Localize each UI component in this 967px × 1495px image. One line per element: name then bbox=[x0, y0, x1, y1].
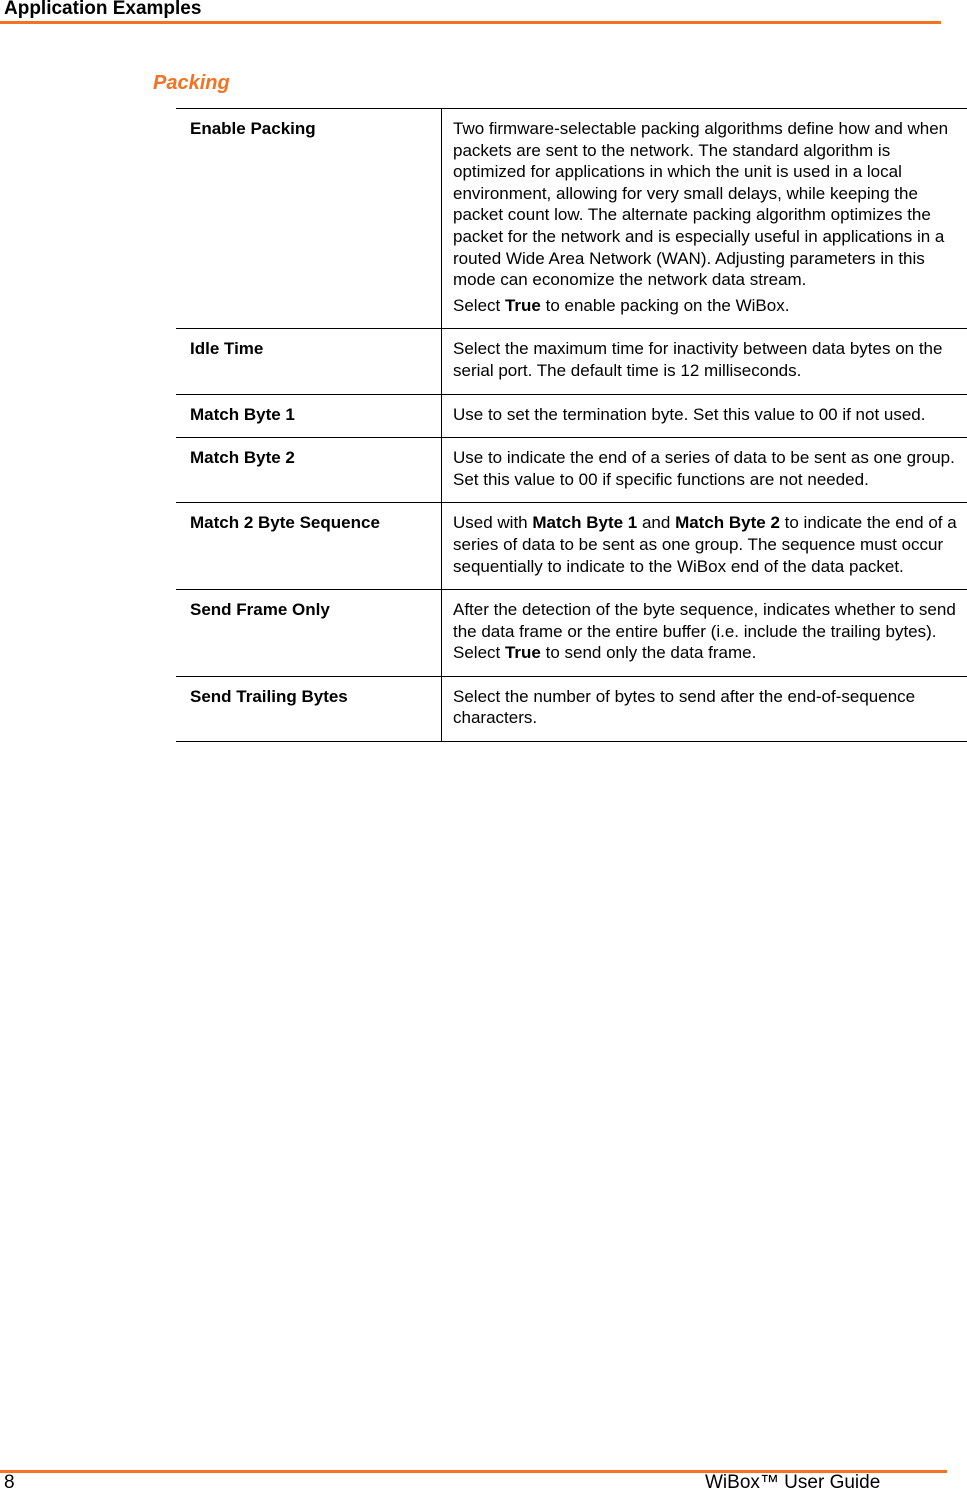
parameter-description bbox=[442, 329, 967, 394]
description-text: Select the number of bytes to send after the end-of-sequence characters. bbox=[453, 687, 915, 728]
description-text: Use to set the termination byte. Set this value to 00 if not used. bbox=[453, 405, 926, 424]
table-row bbox=[176, 329, 967, 394]
description-text: After the detection of the byte sequence, indicates whether to send the data frame or the entire buffer (i.e. include the trailing bytes). Select bbox=[453, 600, 956, 662]
description-emphasis: Match Byte 1 bbox=[532, 513, 637, 532]
parameter-name: Idle Time bbox=[176, 329, 442, 394]
description-text: and bbox=[637, 513, 675, 532]
parameter-name: Send Trailing Bytes bbox=[176, 676, 442, 741]
parameter-name: Send Frame Only bbox=[176, 590, 442, 677]
description-text: Use to indicate the end of a series of data to be sent as one group. Set this value to 00 if specific functions are not needed. bbox=[453, 448, 955, 489]
description-paragraph bbox=[453, 512, 967, 577]
description-emphasis: True bbox=[505, 296, 541, 315]
parameter-description bbox=[442, 109, 967, 329]
description-text: Select bbox=[453, 296, 505, 315]
table-row bbox=[176, 590, 967, 677]
parameter-description bbox=[442, 438, 967, 503]
description-text: Select the maximum time for inactivity between data bytes on the serial port. The default time is 12 milliseconds. bbox=[453, 339, 942, 380]
parameter-name: Match Byte 1 bbox=[176, 394, 442, 438]
parameter-description bbox=[442, 590, 967, 677]
parameter-table bbox=[176, 108, 967, 742]
parameter-description bbox=[442, 503, 967, 590]
section-heading: Packing bbox=[153, 70, 230, 96]
description-paragraph bbox=[453, 404, 967, 426]
description-paragraph bbox=[453, 686, 967, 729]
description-text: Used with bbox=[453, 513, 532, 532]
description-paragraph bbox=[453, 599, 967, 664]
parameter-table-body bbox=[176, 109, 967, 742]
table-row bbox=[176, 438, 967, 503]
description-text: to enable packing on the WiBox. bbox=[541, 296, 790, 315]
table-row bbox=[176, 676, 967, 741]
description-text: to send only the data frame. bbox=[541, 643, 756, 662]
description-text: to indicate the end of a series of data to be sent as one group. The sequence must occur sequentially to indicate to the WiBox end of the data packet. bbox=[453, 513, 957, 575]
description-emphasis: Match Byte 2 bbox=[675, 513, 780, 532]
table-row bbox=[176, 109, 967, 329]
description-paragraph bbox=[453, 295, 967, 317]
description-emphasis: True bbox=[505, 643, 541, 662]
table-row bbox=[176, 394, 967, 438]
parameter-name: Match 2 Byte Sequence bbox=[176, 503, 442, 590]
description-text: Two firmware-selectable packing algorithms define how and when packets are sent to the network. The standard algorithm is optimized for applications in which the unit is used in a local environment, allowing for very small delays, while keeping the packet count low. The alternate packing algorithm optimizes the packet for the network and is especially useful in applications in a routed Wide Area Network (WAN). Adjusting parameters in this mode can economize the network data stream. bbox=[453, 119, 948, 289]
parameter-name: Enable Packing bbox=[176, 109, 442, 329]
parameter-description bbox=[442, 676, 967, 741]
page-number: 8 bbox=[4, 1471, 15, 1495]
description-paragraph bbox=[453, 447, 967, 490]
header-rule bbox=[0, 21, 941, 24]
description-paragraph bbox=[453, 118, 967, 291]
parameter-name: Match Byte 2 bbox=[176, 438, 442, 503]
parameter-description bbox=[442, 394, 967, 438]
description-paragraph bbox=[453, 338, 967, 381]
guide-title: WiBox™ User Guide bbox=[705, 1471, 880, 1495]
page-header-title: Application Examples bbox=[4, 0, 201, 21]
table-row bbox=[176, 503, 967, 590]
